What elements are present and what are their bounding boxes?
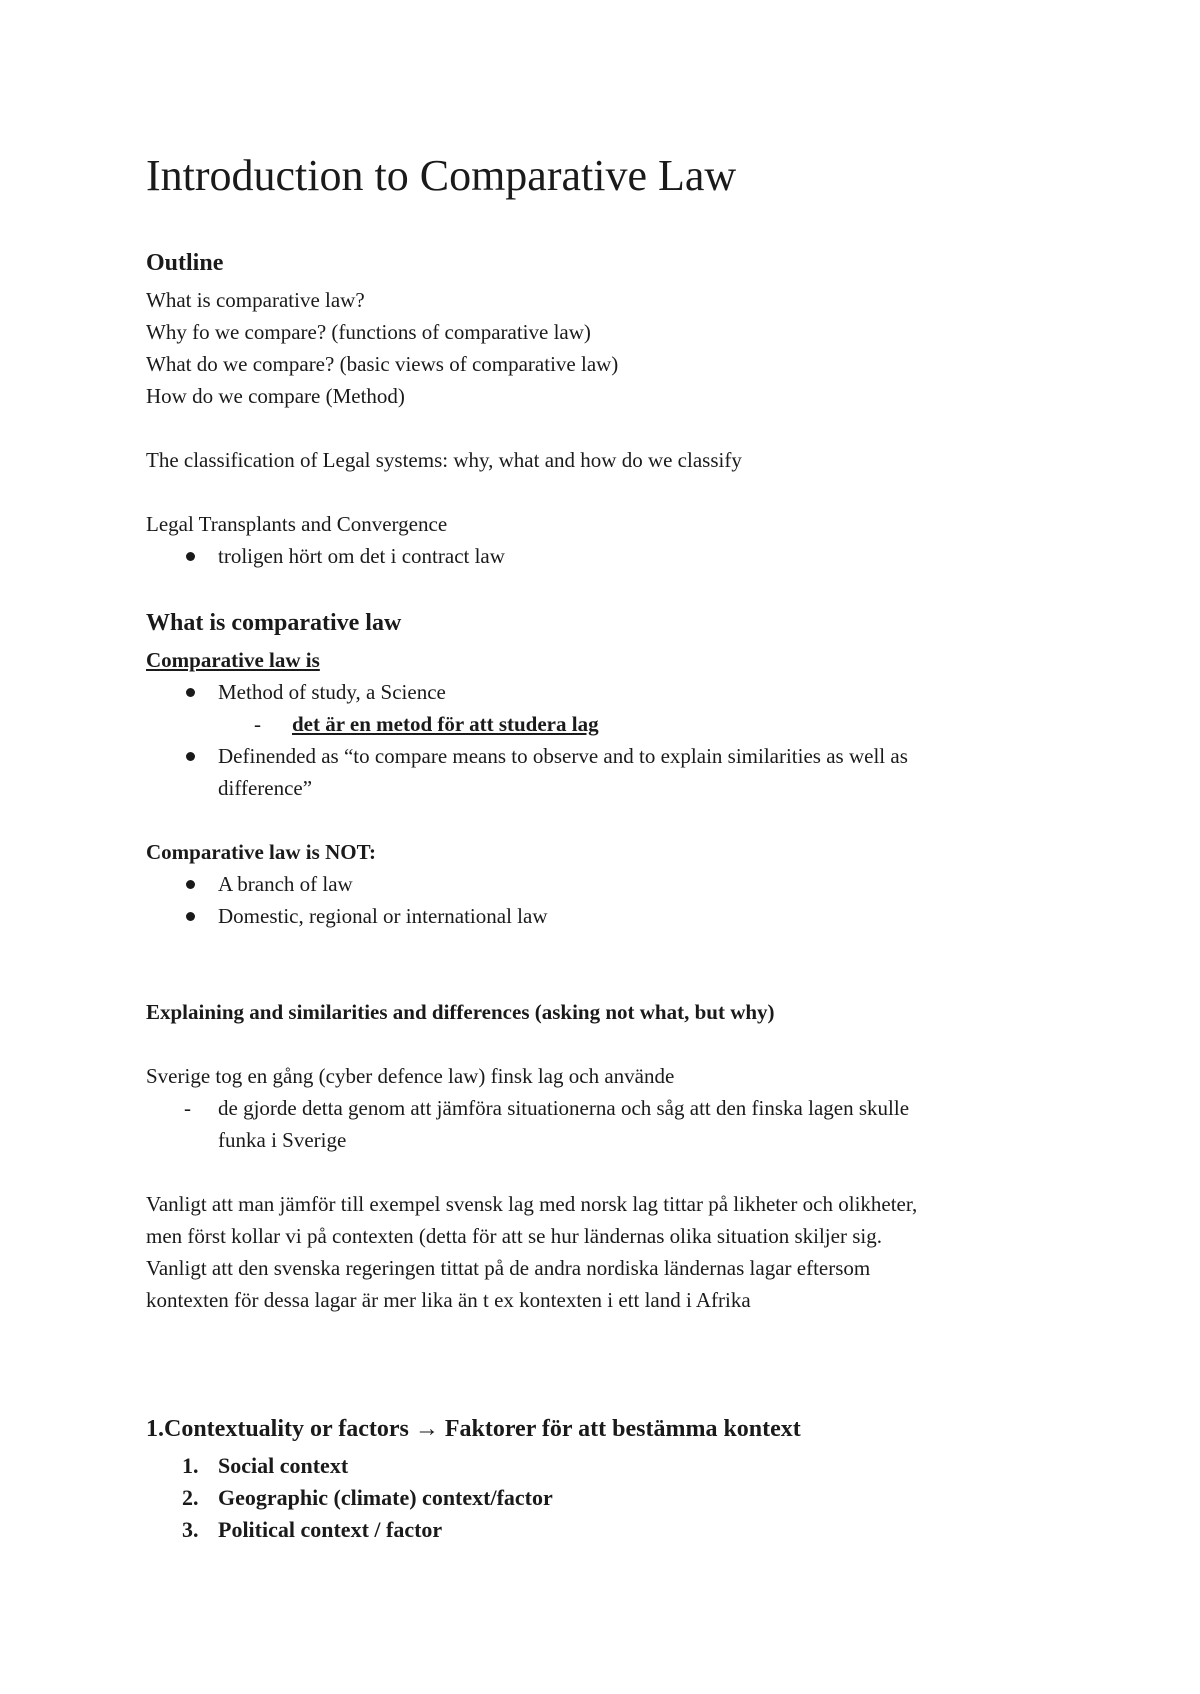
section-heading-contextuality: 1.Contextuality or factors → Faktorer för att bestämma kontext bbox=[146, 1416, 801, 1442]
list-item-text: difference” bbox=[218, 776, 313, 800]
item-number: 2. bbox=[182, 1485, 199, 1510]
list-item-text: troligen hört om det i contract law bbox=[218, 544, 505, 568]
list-item-text: A branch of law bbox=[218, 872, 353, 896]
section-heading-explaining: Explaining and similarities and differences (asking not what, but why) bbox=[146, 1000, 775, 1024]
item-number: 1. bbox=[182, 1453, 199, 1478]
paragraph-line: Vanligt att den svenska regeringen tittat på de andra nordiska ländernas lagar eftersom bbox=[146, 1256, 871, 1280]
transplants-line: Legal Transplants and Convergence bbox=[146, 512, 448, 536]
section-heading-what-is: What is comparative law bbox=[146, 610, 402, 636]
item-number: 3. bbox=[182, 1517, 199, 1542]
numbered-item-text: Geographic (climate) context/factor bbox=[218, 1485, 553, 1510]
paragraph-line: Vanligt att man jämför till exempel svensk lag med norsk lag tittar på likheter och olikheter, bbox=[146, 1192, 918, 1216]
sub-list-item-text: det är en metod för att studera lag bbox=[292, 712, 599, 736]
list-item-text: Method of study, a Science bbox=[218, 680, 446, 704]
page-title: Introduction to Comparative Law bbox=[146, 151, 737, 200]
numbered-item-text: Social context bbox=[218, 1453, 349, 1478]
outline-item: Why fo we compare? (functions of comparative law) bbox=[146, 320, 591, 344]
paragraph-line: men först kollar vi på contexten (detta för att se hur ländernas olika situation skiljer sig. bbox=[146, 1224, 882, 1248]
bullet-icon bbox=[186, 552, 195, 561]
bullet-icon bbox=[186, 688, 195, 697]
paragraph bbox=[146, 1188, 1066, 1316]
list-item-text: Domestic, regional or international law bbox=[218, 904, 548, 928]
outline-item: What is comparative law? bbox=[146, 288, 365, 312]
numbered-item-text: Political context / factor bbox=[218, 1517, 443, 1542]
dash-marker: - bbox=[184, 1096, 191, 1120]
paragraph-line: kontexten för dessa lagar är mer lika än t ex kontexten i ett land i Afrika bbox=[146, 1288, 751, 1312]
outline-item: How do we compare (Method) bbox=[146, 384, 405, 408]
sub-list-item-text: funka i Sverige bbox=[218, 1128, 347, 1152]
classification-line: The classification of Legal systems: why, what and how do we classify bbox=[146, 448, 742, 472]
list-item-text: Definended as “to compare means to observe and to explain similarities as well as bbox=[218, 744, 908, 768]
sub-list-item-text: de gjorde detta genom att jämföra situationerna och såg att den finska lagen skulle bbox=[218, 1096, 910, 1120]
bullet-icon bbox=[186, 912, 195, 921]
subheading-comparative-law-is: Comparative law is bbox=[146, 648, 320, 672]
subheading-not: Comparative law is NOT: bbox=[146, 840, 377, 864]
bullet-icon bbox=[186, 752, 195, 761]
outline-heading: Outline bbox=[146, 250, 224, 276]
outline-item: What do we compare? (basic views of comparative law) bbox=[146, 352, 619, 376]
sverige-line: Sverige tog en gång (cyber defence law) finsk lag och använde bbox=[146, 1064, 675, 1088]
dash-marker: - bbox=[254, 712, 261, 736]
bullet-icon bbox=[186, 880, 195, 889]
